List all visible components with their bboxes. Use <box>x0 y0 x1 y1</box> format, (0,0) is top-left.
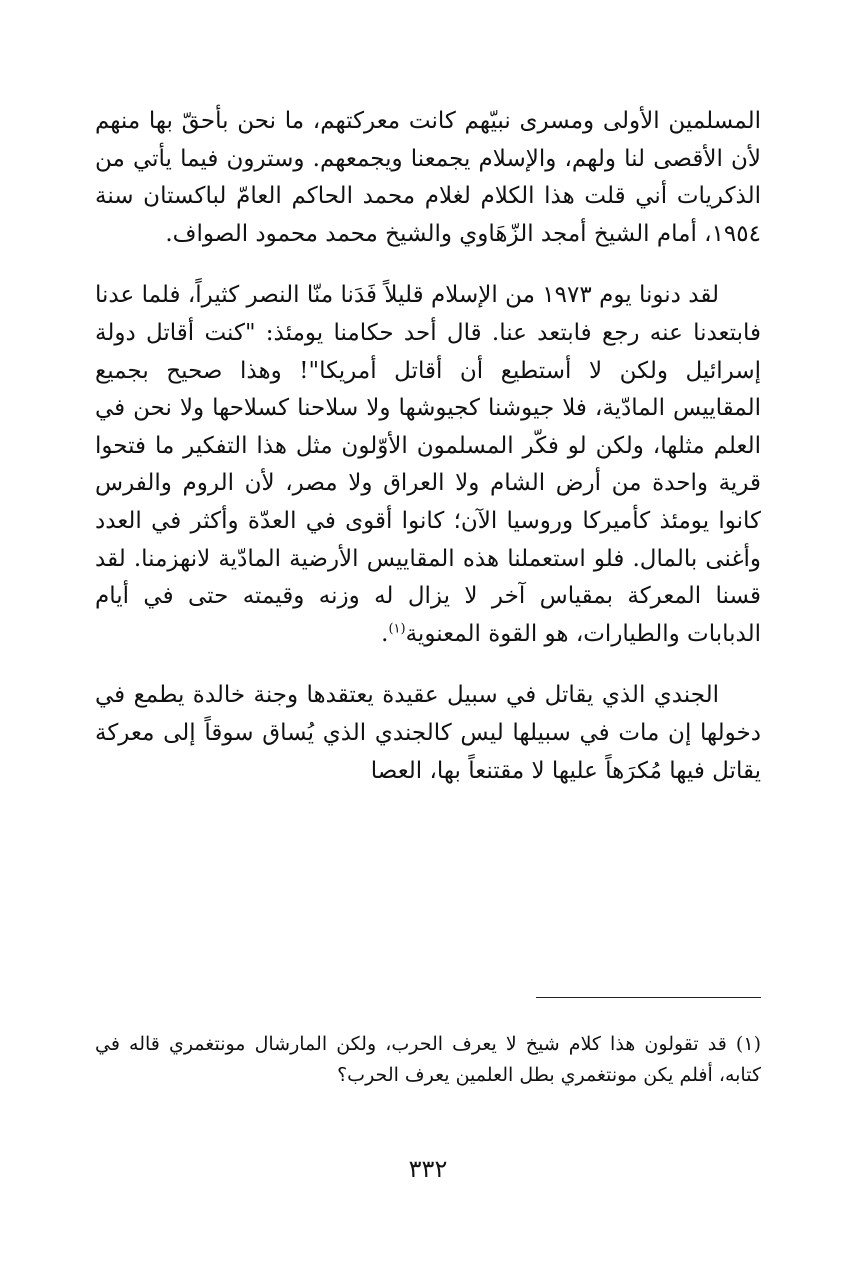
book-page <box>95 0 761 1270</box>
paragraph-1 <box>95 103 761 253</box>
page-number: ٣٣٢ <box>408 1155 448 1183</box>
paragraph-2-end: . <box>381 620 389 647</box>
body-text <box>95 103 761 790</box>
paragraph-2-text: لقد دنونا يوم ١٩٧٣ من الإسلام قليلاً فَدَنا منّا النصر كثيراً، فلما عدنا فابتعدنا عنه رجع فابتعد عنا. قال أحد حكامنا يومئذ: "كنت أقاتل دولة إسرائيل ولكن لا أستطيع أن أقاتل أمريكا"! وهذا صحيح بجميع المقاييس المادّية، فلا جيوشنا كجيوشها ولا سلاحنا كسلاحها ولا نحن في العلم مثلها، ولكن لو فكّر المسلمون الأوّلون مثل هذا التفكير ما فتحوا قرية واحدة من أرض الشام ولا العراق ولا مصر، لأن الروم والفرس كانوا يومئذ كأميركا وروسيا الآن؛ كانوا أقوى في العدّة وأكثر في العدد وأغنى بالمال. فلو استعملنا هذه المقاييس الأرضية المادّية لانهزمنا. لقد قسنا المعركة بمقياس آخر لا يزال له وزنه وقيمته حتى في أيام الدبابات والطيارات، هو القوة المعنوية <box>95 282 761 647</box>
paragraph-2 <box>95 277 761 653</box>
paragraph-1-text: المسلمين الأولى ومسرى نبيّهم كانت معركتهم، ما نحن بأحقّ بها منهم لأن الأقصى لنا ولهم، والإسلام يجمعنا ويجمعهم. وسترون فيما يأتي من الذكريات أني قلت هذا الكلام لغلام محمد الحاكم العامّ لباكستان سنة ١٩٥٤، أمام الشيخ أمجد الزّهَاوي والشيخ محمد محمود الصواف. <box>95 108 761 247</box>
footnote-separator <box>536 997 761 998</box>
footnote: (١) قد تقولون هذا كلام شيخ لا يعرف الحرب، ولكن المارشال مونتغمري قاله في كتابه، أفلم يكن مونتغمري بطل العلمين يعرف الحرب؟ <box>95 1033 761 1086</box>
paragraph-3-text: الجندي الذي يقاتل في سبيل عقيدة يعتقدها وجنة خالدة يطمع في دخولها إن مات في سبيلها ليس كالجندي الذي يُساق سوقاً إلى معركة يقاتل فيها مُكرَهاً عليها لا مقتنعاً بها، العصا <box>95 682 761 784</box>
footnote-reference: (١) <box>388 621 406 637</box>
paragraph-3 <box>95 677 761 790</box>
